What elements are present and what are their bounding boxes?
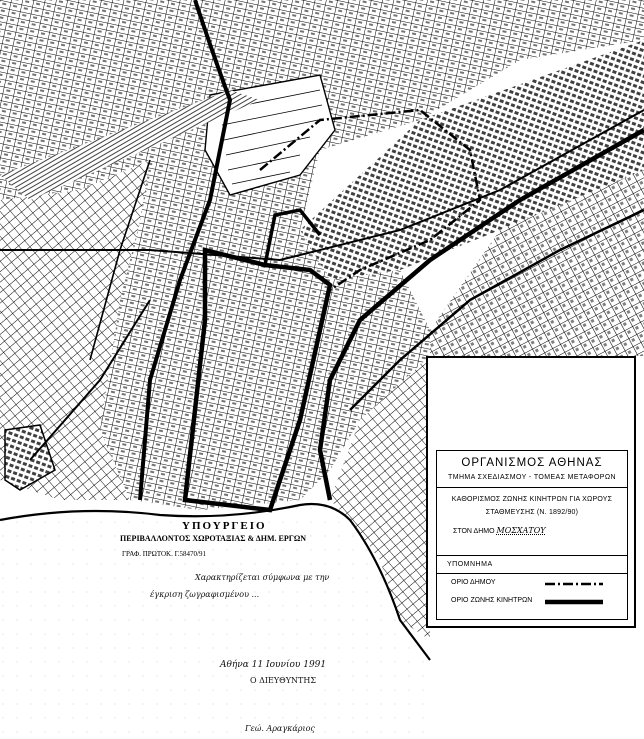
stamp-ministry: ΥΠΟΥΡΓΕΙΟ [182,520,267,532]
approval-note-line2: έγκριση ζωγραφισμένου ... [150,590,260,599]
legend-municipal-boundary-symbol [545,580,603,588]
municipality-line [453,526,546,535]
legend-incentive-zone-symbol [545,598,603,606]
organization-subtitle: ΤΜΗΜΑ ΣΧΕΔΙΑΣΜΟΥ - ΤΟΜΕΑΣ ΜΕΤΑΦΟΡΩΝ [448,474,616,481]
approval-date: Αθήνα 11 Ιουνίου 1991 [220,660,327,670]
title-block [436,450,628,620]
approval-signature-name: Γεώ. Αραγκάριος [245,724,315,733]
ministry-stamp [120,520,340,600]
definition-line1: ΚΑΘΟΡΙΣΜΟΣ ΖΩΝΗΣ ΚΙΝΗΤΡΩΝ ΓΙΑ ΧΩΡΟΥΣ [451,496,613,503]
legend-municipal-boundary-label: ΟΡΙΟ ΔΗΜΟΥ [451,579,496,586]
municipality-name: ΜΟΣΧΑΤΟΥ [496,526,546,535]
stamp-protocol: ΓΡΑΦ. ΠΡΩΤΟΚ. Γ.58470/91 [122,550,206,558]
legend-incentive-zone-label: ΟΡΙΟ ΖΩΝΗΣ ΚΙΝΗΤΡΩΝ [451,597,533,604]
approval-signature: Ο ΔΙΕΥΘΥΝΤΗΣ [250,676,316,685]
divider [437,555,627,556]
divider [437,573,627,574]
divider [437,487,627,488]
stamp-ministry-full: ΠΕΡΙΒΑΛΛΟΝΤΟΣ ΧΩΡΟΤΑΞΙΑΣ & ΔΗΜ. ΕΡΓΩΝ [120,534,306,543]
approval-note-line1: Χαρακτηρίζεται σύμφωνα με την [195,573,330,582]
municipality-prefix: ΣΤΟΝ ΔΗΜΟ [453,528,495,535]
definition-line2: ΣΤΑΘΜΕΥΣΗΣ (Ν. 1892/90) [485,509,579,516]
legend-box [426,356,636,628]
legend-title: ΥΠΟΜΝΗΜΑ [447,561,493,568]
organization-title: ΟΡΓΑΝΙΣΜΟΣ ΑΘΗΝΑΣ [461,457,603,469]
